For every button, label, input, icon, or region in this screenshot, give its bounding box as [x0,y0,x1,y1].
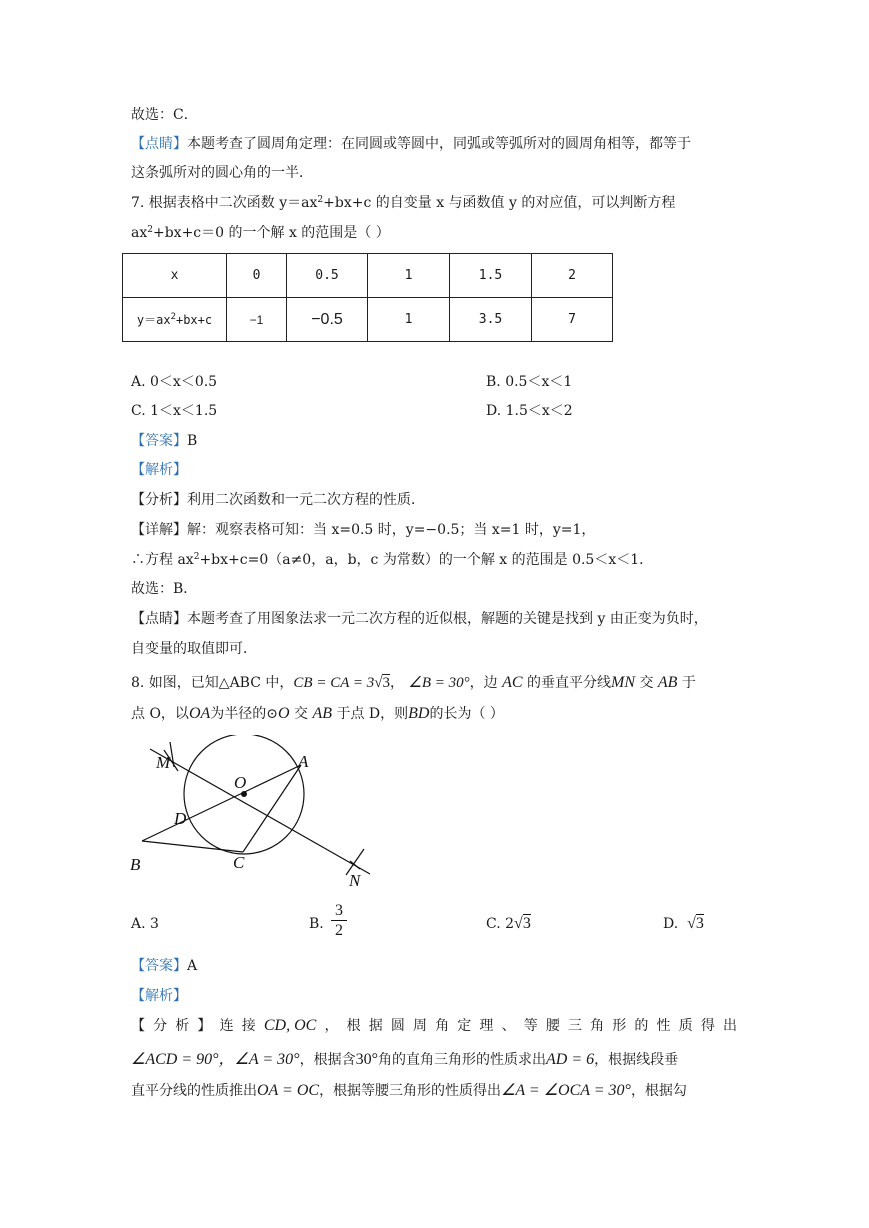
table-cell: 1 [368,298,450,342]
table-cell: 3.5 [450,298,532,342]
q8-option-a: A. 3 [131,916,159,932]
q8-option-d: D. √3 [663,915,704,932]
label-o: O [234,773,247,792]
table-cell: $y=ax^2+bx+c$ [123,298,227,342]
q8-option-b-fraction [331,901,347,940]
label-c: C [233,853,245,872]
label-d: D [174,809,187,828]
table-cell: 7 [532,298,613,342]
tick-m-2 [170,742,174,767]
fraction-numerator: 3 [331,901,347,921]
table-row [123,298,613,342]
table-cell: −0.5 [287,298,368,342]
q7-xiangjie-line: 【详解】解：观察表格可知：当 x=0.5 时，y=−0.5；当 x=1 时，y=1， [131,522,596,538]
q7-dianjing-line: 【点睛】本题考查了用图象法求一元二次方程的近似根，解题的关键是找到 y 由正变为负时， [131,611,708,627]
prev-answer-line: 故选：C． [131,107,198,123]
table-cell: 0.5 [287,254,368,298]
q8-analysis-tag: 【解析】 [131,988,187,1004]
q8-fenxi-line-2: ∠ACD = 90°，∠A = 30°，根据含30°角的直角三角形的性质求出AD = 6，根据线段垂 [131,1051,679,1068]
table-cell: x [123,254,227,298]
table-cell: 1 [368,254,450,298]
table-cell: 2 [532,254,613,298]
prev-dianjing-line-2: 这条弧所对的圆心角的一半． [131,165,313,181]
segment-bc [142,841,243,852]
table-cell: 0 [227,254,287,298]
q7-option-d: D. 1.5＜x＜2 [486,403,573,419]
label-b: B [130,855,141,874]
q8-stem-line-2: 点 O，以OA为半径的⊙O 交 AB 于点 D，则BD的长为（ ） [131,705,504,722]
segment-ca [243,765,301,852]
label-m: M [156,753,171,772]
q7-guxuan-line: 故选：B． [131,581,198,597]
dianjing-tag: 【点睛】 [131,136,187,152]
q8-fenxi-line-3: 直平分线的性质推出OA = OC，根据等腰三角形的性质得出∠A = ∠OCA = 30°，根据勾 [131,1082,687,1099]
q7-option-a: A. 0＜x＜0.5 [131,374,218,390]
q7-value-table [122,253,613,342]
q8-figure [120,735,390,895]
q8-option-c: C. 2√3 [486,915,531,932]
q8-answer-line: 【答案】A [131,958,198,974]
table-row [123,254,613,298]
q7-stem-line-1: 7. 根据表格中二次函数 $y=ax^2+bx+c$ 的自变量 x 与函数值 y 的对应值，可以判断方程 [131,195,676,211]
q7-analysis-tag: 【解析】 [131,462,187,478]
q8-stem-line-1: 8. 如图，已知△ABC 中，CB = CA = 3√3， ∠B = 30°，边 AC 的垂直平分线MN 交 AB 于 [131,674,696,691]
q7-answer-line: 【答案】B [131,433,198,449]
label-a: A [298,752,309,771]
q8-option-b-prefix: B. [309,916,324,932]
fraction-denominator: 2 [335,922,343,939]
q7-option-b: B. 0.5＜x＜1 [486,374,573,390]
q7-stem-line-2: $ax^2+bx+c=0$ 的一个解 x 的范围是（ ） [131,225,390,241]
q7-dianjing-line-2: 自变量的取值即可． [131,641,257,657]
q7-fenxi-line: 【分析】利用二次函数和一元二次方程的性质． [131,492,425,508]
prev-dianjing-line: 【点睛】本题考查了圆周角定理：在同圆或等圆中，同弧或等弧所对的圆周角相等，都等于 [131,136,691,152]
table-cell: 1.5 [450,254,532,298]
q7-option-c: C. 1＜x＜1.5 [131,403,218,419]
q7-therefore-line: ∴方程 $ax^2+bx+c=0(a\ne 0$，a，b，c 为常数）的一个解 x 的范围是 0.5＜x＜1． [131,552,654,568]
table-cell: −1 [227,298,287,342]
q8-fenxi-line-1: 【 分 析 】 连 接 CD, OC ， 根 据 圆 周 角 定 理 、 等 腰 三 角 形 的 性 质 得 出 [131,1017,737,1034]
segment-ba [142,765,301,841]
label-n: N [349,871,361,890]
